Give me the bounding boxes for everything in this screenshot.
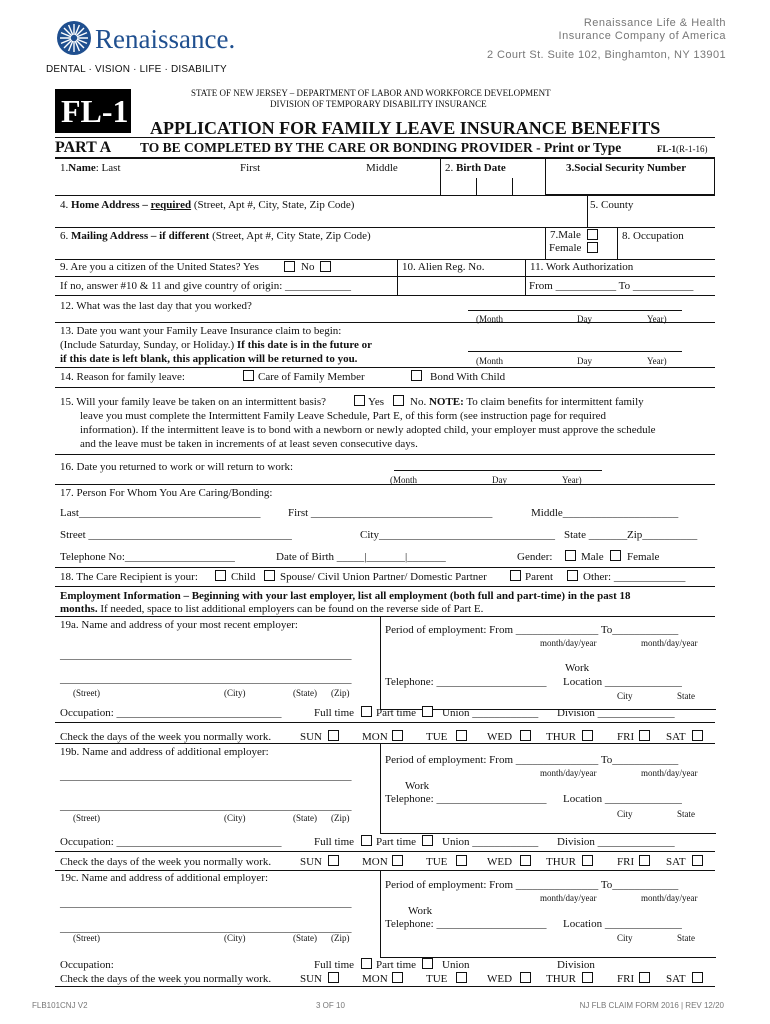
parent-checkbox[interactable] bbox=[510, 570, 521, 581]
e19c-loc-city: City bbox=[617, 933, 633, 943]
q1-first: First bbox=[240, 162, 261, 174]
form-code: FL-1(R-1-16) bbox=[657, 144, 708, 154]
state-line-1: STATE OF NEW JERSEY – DEPARTMENT OF LABOR AND WORKFORCE DEVELOPMENT bbox=[191, 88, 551, 98]
q12-year: Year) bbox=[647, 314, 667, 324]
q13-line1: 13. Date you want your Family Leave Insurance claim to begin: bbox=[60, 325, 342, 337]
e19b-day-wed: WED bbox=[487, 856, 513, 868]
e19a-full-time: Full time bbox=[314, 707, 355, 719]
e19c-telephone: Telephone: ____________________ bbox=[385, 918, 547, 930]
e19a-day-thur: THUR bbox=[546, 731, 576, 743]
e19a-zip: (Zip) bbox=[331, 688, 350, 698]
footer-center: 3 OF 10 bbox=[316, 1001, 345, 1010]
e19c-sat-checkbox[interactable] bbox=[692, 972, 703, 983]
e19b-work: Work bbox=[405, 780, 430, 792]
q17-state: State _______ bbox=[564, 529, 628, 541]
e19b-occupation: Occupation: ______________________________ bbox=[60, 836, 282, 848]
e19a-full-time-checkbox[interactable] bbox=[361, 706, 372, 717]
q15-line1a: 15. Will your family leave be taken on an intermittent basis? bbox=[60, 396, 327, 408]
e19c-loc-state: State bbox=[677, 933, 695, 943]
q18-parent: Parent bbox=[525, 571, 554, 583]
e19b-division: Division ______________ bbox=[557, 836, 675, 848]
footer-left: FLB101CNJ V2 bbox=[32, 1001, 88, 1010]
q16-month: (Month bbox=[390, 475, 417, 485]
q10-label: 10. Alien Reg. No. bbox=[402, 261, 485, 273]
other-checkbox[interactable] bbox=[567, 570, 578, 581]
spouse-checkbox[interactable] bbox=[264, 570, 275, 581]
e19b-loc-state: State bbox=[677, 809, 695, 819]
q1-label: 1.Name: Last bbox=[60, 162, 121, 174]
q15-yes: Yes bbox=[368, 396, 385, 408]
e19c-addr-line-2: _____________________________________________________ bbox=[60, 922, 352, 934]
q13-day: Day bbox=[577, 356, 592, 366]
e19c-mdy-to: month/day/year bbox=[641, 893, 698, 903]
e19a-telephone: Telephone: ____________________ bbox=[385, 676, 547, 688]
e19b-location: Location ______________ bbox=[563, 793, 682, 805]
e19b-mdy-from: month/day/year bbox=[540, 768, 597, 778]
e19b-day-mon: MON bbox=[362, 856, 388, 868]
e19a-sun-checkbox[interactable] bbox=[328, 730, 339, 741]
e19c-mon-checkbox[interactable] bbox=[392, 972, 403, 983]
e19c-street: (Street) bbox=[73, 933, 100, 943]
e19b-label: 19b. Name and address of additional employer: bbox=[60, 746, 269, 758]
e19c-part-time-checkbox[interactable] bbox=[422, 958, 433, 969]
q17-male: Male bbox=[581, 551, 604, 563]
q11-from-to: From ___________ To ___________ bbox=[529, 280, 694, 292]
e19b-addr-line-1: _____________________________________________________ bbox=[60, 770, 352, 782]
e19a-work: Work bbox=[565, 662, 590, 674]
q17-telephone: Telephone No:____________________ bbox=[60, 551, 235, 563]
q12-month: (Month bbox=[476, 314, 503, 324]
e19c-day-wed: WED bbox=[487, 973, 513, 985]
e19a-day-sat: SAT bbox=[666, 731, 686, 743]
e19c-full-time-checkbox[interactable] bbox=[361, 958, 372, 969]
e19c-thur-checkbox[interactable] bbox=[582, 972, 593, 983]
q17-female: Female bbox=[627, 551, 660, 563]
e19a-wed-checkbox[interactable] bbox=[520, 730, 531, 741]
q18-label: 18. The Care Recipient is your: bbox=[60, 571, 198, 583]
e19a-day-fri: FRI bbox=[617, 731, 635, 743]
e19c-location: Location ______________ bbox=[563, 918, 682, 930]
e19b-telephone: Telephone: ____________________ bbox=[385, 793, 547, 805]
q9-if-no: If no, answer #10 & 11 and give country of origin: ____________ bbox=[60, 280, 352, 292]
q13-line2: (Include Saturday, Sunday, or Holiday.) If this date is in the future or bbox=[60, 339, 373, 351]
q14-label: 14. Reason for family leave: bbox=[60, 371, 185, 383]
e19a-day-tue: TUE bbox=[426, 731, 448, 743]
e19c-addr-line-1: _____________________________________________________ bbox=[60, 897, 352, 909]
e19a-sat-checkbox[interactable] bbox=[692, 730, 703, 741]
e19c-day-tue: TUE bbox=[426, 973, 448, 985]
e19c-work: Work bbox=[408, 905, 433, 917]
e19c-tue-checkbox[interactable] bbox=[456, 972, 467, 983]
e19c-label: 19c. Name and address of additional employer: bbox=[60, 872, 269, 884]
e19c-mdy-from: month/day/year bbox=[540, 893, 597, 903]
e19b-fri-checkbox[interactable] bbox=[639, 855, 650, 866]
e19a-loc-state: State bbox=[677, 691, 695, 701]
q4-label: 4. Home Address – required (Street, Apt #, City, State, Zip Code) bbox=[60, 199, 355, 211]
e19b-sun-checkbox[interactable] bbox=[328, 855, 339, 866]
e19a-thur-checkbox[interactable] bbox=[582, 730, 593, 741]
recipient-female-checkbox[interactable] bbox=[610, 550, 621, 561]
q16-year: Year) bbox=[562, 475, 582, 485]
company-address: 2 Court St. Suite 102, Binghamton, NY 13901 bbox=[487, 49, 726, 61]
e19a-state: (State) bbox=[293, 688, 317, 698]
e19a-tue-checkbox[interactable] bbox=[456, 730, 467, 741]
e19b-day-tue: TUE bbox=[426, 856, 448, 868]
employment-heading-2: months. If needed, space to list additional employers can be found on the reverse side of Part E. bbox=[60, 603, 484, 615]
q13-line3: if this date is left blank, this application will be returned to you. bbox=[60, 353, 358, 365]
e19b-mon-checkbox[interactable] bbox=[392, 855, 403, 866]
e19b-day-fri: FRI bbox=[617, 856, 635, 868]
e19c-sun-checkbox[interactable] bbox=[328, 972, 339, 983]
e19a-mdy-to: month/day/year bbox=[641, 638, 698, 648]
q17-city: City________________________________ bbox=[360, 529, 555, 541]
e19b-union: Union ____________ bbox=[442, 836, 539, 848]
q14-opt2: Bond With Child bbox=[430, 371, 506, 383]
female-checkbox[interactable] bbox=[587, 242, 598, 253]
e19a-street: (Street) bbox=[73, 688, 100, 698]
q9-no-label: No bbox=[301, 261, 315, 273]
recipient-male-checkbox[interactable] bbox=[565, 550, 576, 561]
company-name-line2: Insurance Company of America bbox=[558, 30, 726, 42]
e19b-loc-city: City bbox=[617, 809, 633, 819]
intermittent-yes-checkbox[interactable] bbox=[354, 395, 365, 406]
e19c-fri-checkbox[interactable] bbox=[639, 972, 650, 983]
q8-label: 8. Occupation bbox=[622, 230, 684, 242]
brand-tagline: DENTAL · VISION · LIFE · DISABILITY bbox=[46, 64, 227, 75]
q6-label: 6. Mailing Address – if different (Street, Apt #, City State, Zip Code) bbox=[60, 230, 371, 242]
e19a-day-sun: SUN bbox=[300, 731, 323, 743]
e19b-city: (City) bbox=[224, 813, 246, 823]
e19b-day-thur: THUR bbox=[546, 856, 576, 868]
e19b-mdy-to: month/day/year bbox=[641, 768, 698, 778]
q14-opt1: Care of Family Member bbox=[258, 371, 365, 383]
q2-label: 2. Birth Date bbox=[445, 162, 506, 174]
q15-line4: and the leave must be taken in increments of at least seven consecutive days. bbox=[80, 438, 418, 450]
e19a-period: Period of employment: From _______________ To____________ bbox=[385, 624, 679, 636]
q12-day: Day bbox=[577, 314, 592, 324]
e19a-day-wed: WED bbox=[487, 731, 513, 743]
form-title: APPLICATION FOR FAMILY LEAVE INSURANCE BENEFITS bbox=[150, 118, 661, 138]
e19a-fri-checkbox[interactable] bbox=[639, 730, 650, 741]
citizen-no-checkbox[interactable] bbox=[320, 261, 331, 272]
e19c-day-thur: THUR bbox=[546, 973, 576, 985]
e19c-zip: (Zip) bbox=[331, 933, 350, 943]
e19a-label: 19a. Name and address of your most recent employer: bbox=[60, 619, 298, 631]
form-id: FL-1 bbox=[61, 93, 129, 129]
e19a-addr-line-1: _____________________________________________________ bbox=[60, 649, 352, 661]
q18-other: Other: _____________ bbox=[583, 571, 686, 583]
e19b-check-days: Check the days of the week you normally work. bbox=[60, 856, 272, 868]
e19c-day-fri: FRI bbox=[617, 973, 635, 985]
e19b-addr-line-2: _____________________________________________________ bbox=[60, 800, 352, 812]
q17-dob: Date of Birth _____|_______|_______ bbox=[276, 551, 446, 563]
e19a-union: Union ____________ bbox=[442, 707, 539, 719]
e19b-thur-checkbox[interactable] bbox=[582, 855, 593, 866]
e19b-part-time-checkbox[interactable] bbox=[422, 835, 433, 846]
e19c-period: Period of employment: From _______________ To____________ bbox=[385, 879, 679, 891]
citizen-yes-checkbox[interactable] bbox=[284, 261, 295, 272]
q13-month: (Month bbox=[476, 356, 503, 366]
e19c-division: Division bbox=[557, 959, 595, 971]
e19c-wed-checkbox[interactable] bbox=[520, 972, 531, 983]
q17-middle: Middle_____________________ bbox=[531, 507, 679, 519]
q17-street: Street _____________________________________ bbox=[60, 529, 292, 541]
e19a-part-time-checkbox[interactable] bbox=[422, 706, 433, 717]
care-family-checkbox[interactable] bbox=[243, 370, 254, 381]
child-checkbox[interactable] bbox=[215, 570, 226, 581]
e19b-sat-checkbox[interactable] bbox=[692, 855, 703, 866]
q15-no: No. NOTE: To claim benefits for intermittent family bbox=[410, 396, 644, 408]
e19b-part-time: Part time bbox=[376, 836, 417, 848]
e19b-period: Period of employment: From _______________ To____________ bbox=[385, 754, 679, 766]
e19c-occupation: Occupation: bbox=[60, 959, 114, 971]
e19a-mon-checkbox[interactable] bbox=[392, 730, 403, 741]
e19b-street: (Street) bbox=[73, 813, 100, 823]
e19b-day-sat: SAT bbox=[666, 856, 686, 868]
q16-day: Day bbox=[492, 475, 507, 485]
e19c-full-time: Full time bbox=[314, 959, 355, 971]
q15-line3: information). If the intermittent leave is to bond with a newborn or newly adopted child, your employer must approve the schedule bbox=[80, 424, 656, 436]
e19a-city: (City) bbox=[224, 688, 246, 698]
e19b-tue-checkbox[interactable] bbox=[456, 855, 467, 866]
part-instruction: TO BE COMPLETED BY THE CARE OR BONDING PROVIDER - Print or Type bbox=[140, 140, 622, 155]
renaissance-logo-icon bbox=[56, 20, 92, 56]
e19c-part-time: Part time bbox=[376, 959, 417, 971]
q13-year: Year) bbox=[647, 356, 667, 366]
e19c-day-sat: SAT bbox=[666, 973, 686, 985]
q17-label: 17. Person For Whom You Are Caring/Bonding: bbox=[60, 487, 273, 499]
e19c-city: (City) bbox=[224, 933, 246, 943]
q15-line2: leave you must complete the Intermittent Family Leave Schedule, Part E, of this form (see instruction page for required bbox=[80, 410, 607, 422]
e19a-location: Location ______________ bbox=[563, 676, 682, 688]
e19c-check-days: Check the days of the week you normally work. bbox=[60, 973, 272, 985]
q5-label: 5. County bbox=[590, 199, 634, 211]
bond-child-checkbox[interactable] bbox=[411, 370, 422, 381]
e19c-state: (State) bbox=[293, 933, 317, 943]
e19b-state: (State) bbox=[293, 813, 317, 823]
e19a-mdy-from: month/day/year bbox=[540, 638, 597, 648]
q18-child: Child bbox=[231, 571, 256, 583]
company-name-line1: Renaissance Life & Health bbox=[583, 17, 726, 29]
e19c-day-mon: MON bbox=[362, 973, 388, 985]
q16-label: 16. Date you returned to work or will return to work: bbox=[60, 461, 294, 473]
e19a-occupation: Occupation: ______________________________ bbox=[60, 707, 282, 719]
q3-label: 3.Social Security Number bbox=[566, 162, 687, 174]
q7-female-label: Female bbox=[549, 242, 582, 254]
e19b-zip: (Zip) bbox=[331, 813, 350, 823]
e19b-wed-checkbox[interactable] bbox=[520, 855, 531, 866]
e19c-day-sun: SUN bbox=[300, 973, 323, 985]
q18-spouse: Spouse/ Civil Union Partner/ Domestic Partner bbox=[280, 571, 487, 583]
q17-zip: Zip__________ bbox=[627, 529, 698, 541]
employment-heading-1: Employment Information – Beginning with your last employer, list all employment (both full and part-time) in the past 18 bbox=[60, 590, 631, 602]
q1-middle: Middle bbox=[366, 162, 398, 174]
male-checkbox[interactable] bbox=[587, 229, 598, 240]
e19a-part-time: Part time bbox=[376, 707, 417, 719]
q9-label: 9. Are you a citizen of the United States? Yes bbox=[60, 261, 259, 273]
brand-name: Renaissance. bbox=[95, 24, 236, 54]
e19b-full-time: Full time bbox=[314, 836, 355, 848]
e19a-loc-city: City bbox=[617, 691, 633, 701]
intermittent-no-checkbox[interactable] bbox=[393, 395, 404, 406]
footer-right: NJ FLB CLAIM FORM 2016 | REV 12/20 bbox=[579, 1001, 724, 1010]
e19b-full-time-checkbox[interactable] bbox=[361, 835, 372, 846]
q12-label: 12. What was the last day that you worked? bbox=[60, 300, 252, 312]
q17-last: Last_________________________________ bbox=[60, 507, 261, 519]
state-line-2: DIVISION OF TEMPORARY DISABILITY INSURANCE bbox=[270, 99, 487, 109]
e19a-check-days: Check the days of the week you normally work. bbox=[60, 731, 272, 743]
e19a-division: Division ______________ bbox=[557, 707, 675, 719]
e19b-day-sun: SUN bbox=[300, 856, 323, 868]
e19a-day-mon: MON bbox=[362, 731, 388, 743]
q17-first: First _________________________________ bbox=[288, 507, 493, 519]
part-label: PART A bbox=[55, 139, 112, 156]
e19a-addr-line-2: _____________________________________________________ bbox=[60, 673, 352, 685]
e19c-union: Union bbox=[442, 959, 470, 971]
q11-label: 11. Work Authorization bbox=[530, 261, 634, 273]
q7-male-label: 7.Male bbox=[550, 229, 581, 241]
q17-gender: Gender: bbox=[517, 551, 553, 563]
